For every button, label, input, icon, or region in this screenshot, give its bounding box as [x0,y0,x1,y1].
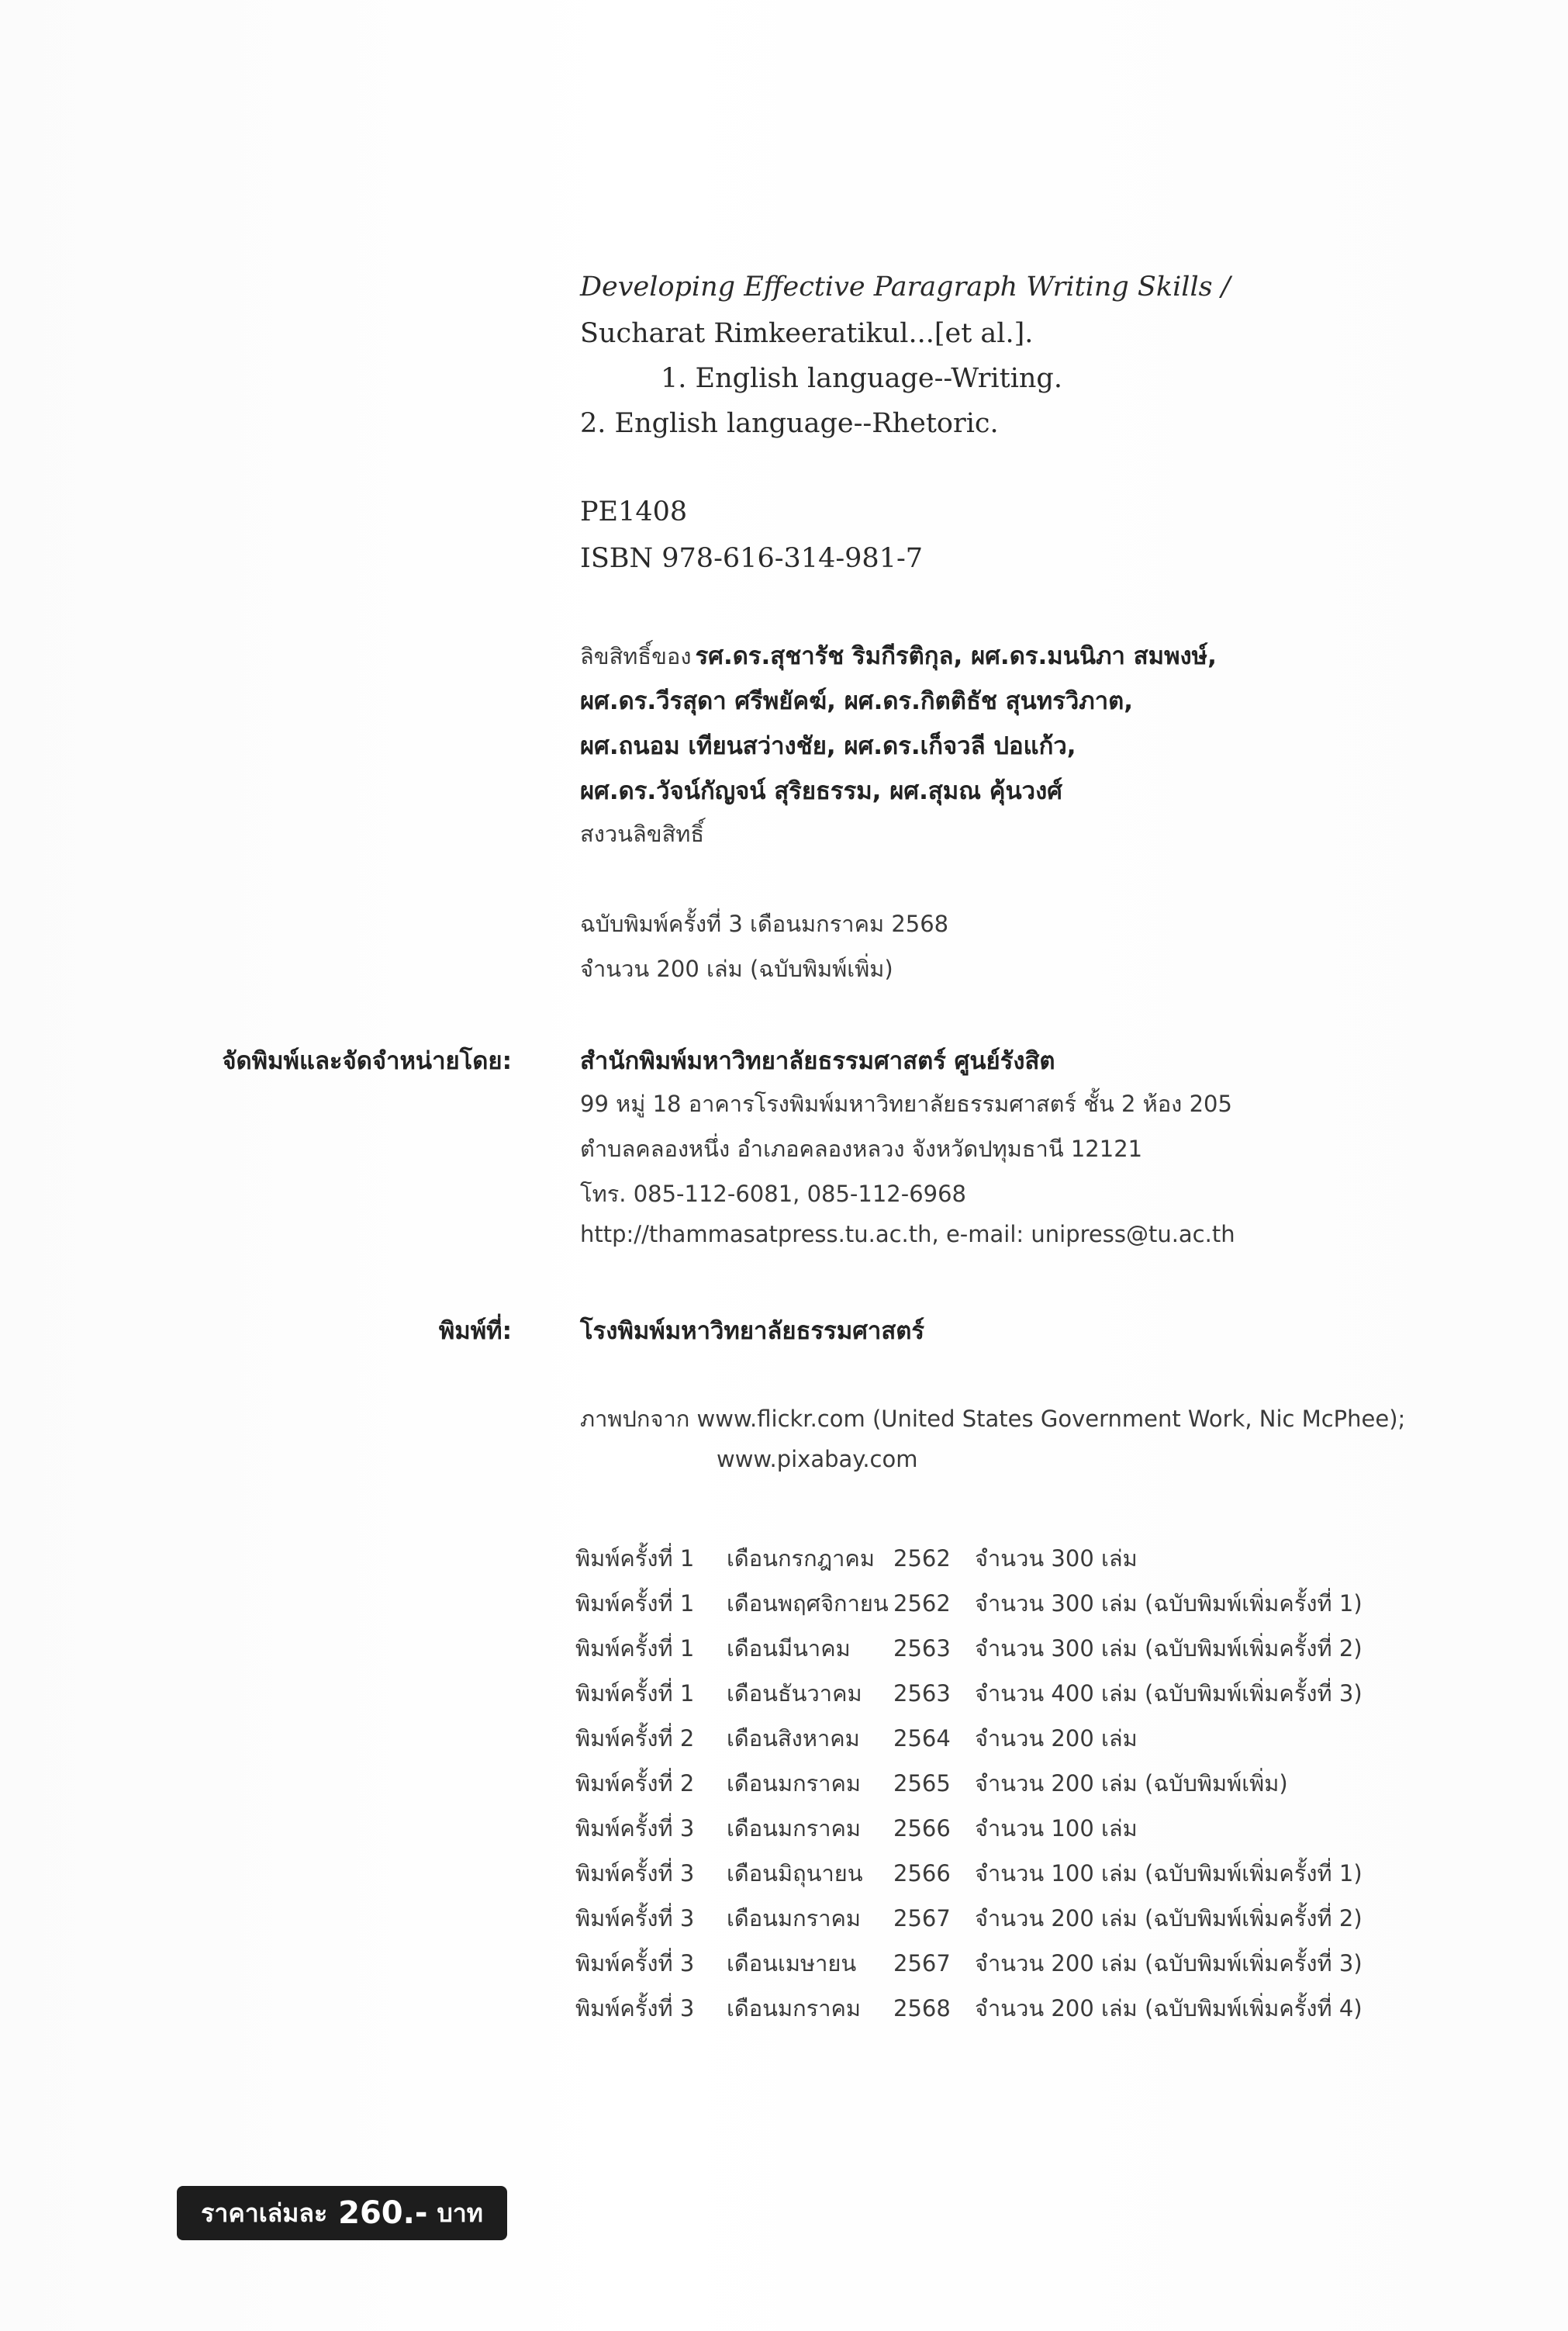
table-row [575,1716,1363,1761]
cip-subject-2: 2. English language--Rhetoric. [580,408,999,439]
table-row [575,1806,1363,1851]
history-edition: พิมพ์ครั้งที่ 2 [575,1725,695,1752]
history-month: เดือนมิถุนายน [727,1860,863,1887]
history-edition: พิมพ์ครั้งที่ 1 [575,1635,695,1662]
history-copies: จำนวน 100 เล่ม [975,1815,1138,1842]
cip-title: Developing Effective Paragraph Writing Skills / [580,271,1231,303]
cip-subject-1: 1. English language--Writing. [661,363,1062,394]
history-year: 2565 [893,1770,951,1797]
price-amount: 260.- [338,2195,428,2231]
cover-credit-1: ภาพปกจาก www.flickr.com (United States Government Work, Nic McPhee); [580,1406,1406,1432]
publisher-name: สำนักพิมพ์มหาวิทยาลัยธรรมศาสตร์ ศูนย์รังสิต [580,1047,1055,1075]
history-copies: จำนวน 100 เล่ม (ฉบับพิมพ์เพิ่มครั้งที่ 1) [975,1860,1363,1887]
history-copies: จำนวน 300 เล่ม [975,1545,1138,1572]
printer-label: พิมพ์ที่: [438,1317,512,1345]
history-edition: พิมพ์ครั้งที่ 1 [575,1545,695,1572]
history-month: เดือนพฤศจิกายน [727,1590,889,1617]
price-currency: บาท [437,2198,483,2228]
history-month: เดือนมกราคม [727,1905,862,1932]
edition-line-1: ฉบับพิมพ์ครั้งที่ 3 เดือนมกราคม 2568 [580,911,949,937]
table-row [575,1536,1363,1581]
print-history-table [575,1536,1363,2031]
cover-credit-2: www.pixabay.com [717,1446,918,1472]
copyright-holders-1: รศ.ดร.สุชารัช ริมกีรติกุล, ผศ.ดร.มนนิภา สมพงษ์, [695,642,1217,670]
copyright-holders-2: ผศ.ดร.วีรสุดา ศรีพยัคฆ์, ผศ.ดร.กิตติธัช สุนทรวิภาต, [580,687,1134,715]
table-row [575,1761,1363,1806]
history-year: 2563 [893,1635,951,1662]
edition-line-2: จำนวน 200 เล่ม (ฉบับพิมพ์เพิ่ม) [580,956,893,982]
history-month: เดือนมกราคม [727,1770,862,1797]
history-copies: จำนวน 200 เล่ม (ฉบับพิมพ์เพิ่มครั้งที่ 4) [975,1995,1363,2021]
history-copies: จำนวน 200 เล่ม (ฉบับพิมพ์เพิ่ม) [975,1770,1288,1797]
table-row [575,1851,1363,1896]
cip-author: Sucharat Rimkeeratikul...[et al.]. [580,318,1034,349]
history-copies: จำนวน 200 เล่ม (ฉบับพิมพ์เพิ่มครั้งที่ 3) [975,1950,1363,1977]
history-edition: พิมพ์ครั้งที่ 3 [575,1950,695,1977]
cip-isbn: ISBN 978-616-314-981-7 [580,543,924,574]
publisher-phone: โทร. 085-112-6081, 085-112-6968 [580,1181,967,1207]
history-year: 2567 [893,1905,951,1932]
history-year: 2566 [893,1815,951,1842]
copyright-prefix: ลิขสิทธิ์ของ [580,643,692,669]
history-month: เดือนเมษายน [727,1950,857,1977]
price-label: ราคาเล่มละ [201,2198,328,2228]
history-year: 2567 [893,1950,951,1977]
history-copies: จำนวน 400 เล่ม (ฉบับพิมพ์เพิ่มครั้งที่ 3) [975,1680,1363,1707]
history-year: 2564 [893,1725,951,1752]
history-month: เดือนธันวาคม [727,1680,862,1707]
copyright-reserved: สงวนลิขสิทธิ์ [580,821,705,847]
publisher-address-1: 99 หมู่ 18 อาคารโรงพิมพ์มหาวิทยาลัยธรรมศาสตร์ ชั้น 2 ห้อง 205 [580,1091,1232,1117]
history-month: เดือนกรกฎาคม [727,1545,875,1572]
table-row [575,1626,1363,1671]
table-row [575,1581,1363,1626]
history-year: 2562 [893,1545,951,1572]
history-month: เดือนมกราคม [727,1815,862,1842]
history-year: 2563 [893,1680,951,1707]
history-month: เดือนมีนาคม [727,1635,851,1662]
history-month: เดือนสิงหาคม [727,1725,860,1752]
history-year: 2568 [893,1995,951,2021]
table-row [575,1941,1363,1986]
history-edition: พิมพ์ครั้งที่ 1 [575,1590,695,1617]
table-row [575,1671,1363,1716]
history-edition: พิมพ์ครั้งที่ 2 [575,1770,695,1797]
copyright-line-1 [580,636,1217,675]
history-copies: จำนวน 200 เล่ม [975,1725,1138,1752]
history-edition: พิมพ์ครั้งที่ 3 [575,1905,695,1932]
copyright-holders-3: ผศ.ถนอม เทียนสว่างชัย, ผศ.ดร.เก็จวลี ปอแก้ว, [580,732,1076,760]
table-row [575,1986,1363,2031]
history-copies: จำนวน 300 เล่ม (ฉบับพิมพ์เพิ่มครั้งที่ 1) [975,1590,1363,1617]
history-copies: จำนวน 200 เล่ม (ฉบับพิมพ์เพิ่มครั้งที่ 2) [975,1905,1363,1932]
history-year: 2562 [893,1590,951,1617]
history-edition: พิมพ์ครั้งที่ 3 [575,1860,695,1887]
history-edition: พิมพ์ครั้งที่ 3 [575,1815,695,1842]
cip-classification: PE1408 [580,496,688,527]
history-edition: พิมพ์ครั้งที่ 1 [575,1680,695,1707]
publisher-web: http://thammasatpress.tu.ac.th, e-mail: unipress@tu.ac.th [580,1221,1235,1247]
printer-name: โรงพิมพ์มหาวิทยาลัยธรรมศาสตร์ [580,1317,925,1345]
history-month: เดือนมกราคม [727,1995,862,2021]
history-edition: พิมพ์ครั้งที่ 3 [575,1995,695,2021]
history-copies: จำนวน 300 เล่ม (ฉบับพิมพ์เพิ่มครั้งที่ 2) [975,1635,1363,1662]
copyright-holders-4: ผศ.ดร.วัจน์กัญจน์ สุริยธรรม, ผศ.สุมณ คุ้นวงศ์ [580,777,1062,805]
publisher-address-2: ตำบลคลองหนึ่ง อำเภอคลองหลวง จังหวัดปทุมธานี 12121 [580,1136,1143,1162]
history-year: 2566 [893,1860,951,1887]
publisher-label: จัดพิมพ์และจัดจำหน่ายโดย: [222,1047,512,1075]
price-badge [177,2186,507,2240]
table-row [575,1896,1363,1941]
